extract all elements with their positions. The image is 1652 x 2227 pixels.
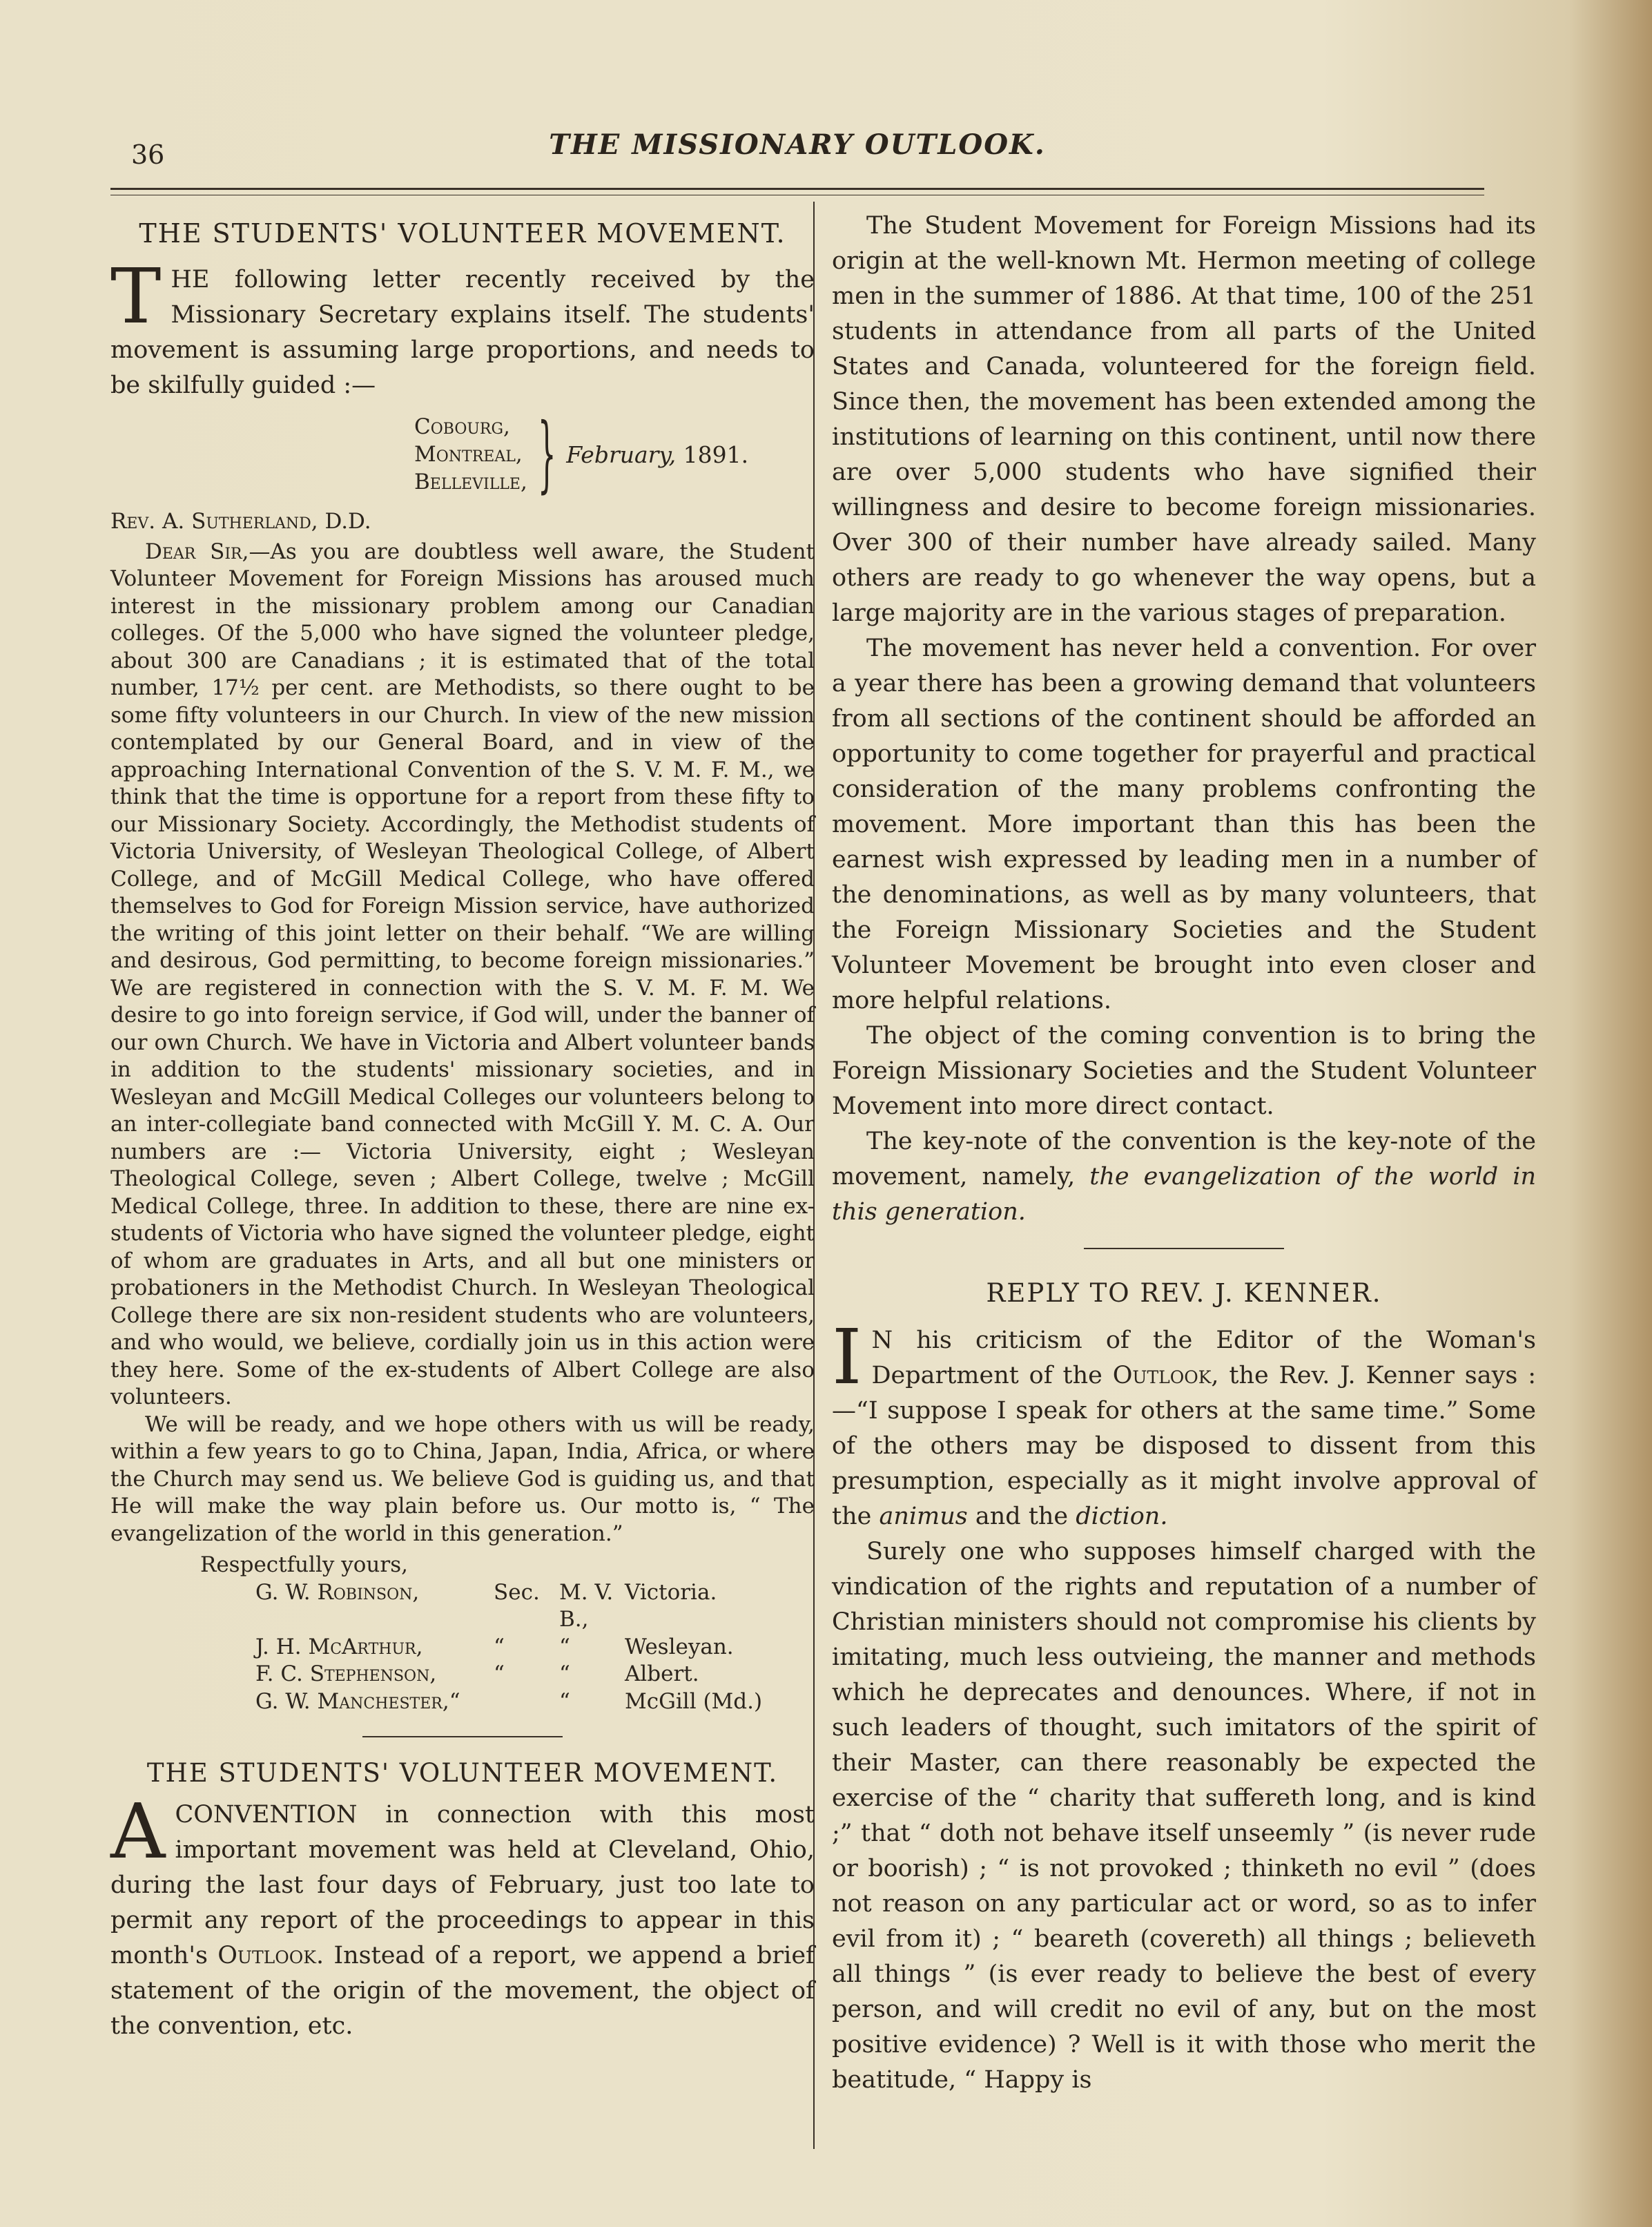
signatory-body: “ [559,1634,570,1659]
signatory-college: Albert. [625,1661,699,1686]
closing: Respectfully yours, [200,1552,408,1577]
emphasis-text: the evangelization of the world in this generation. [832,1163,1536,1226]
place-name: Belleville, [414,470,527,494]
article-paragraph [110,1787,815,2044]
signatory-title: “ [494,1661,505,1686]
emphasis-text: animus [879,1503,968,1530]
signatory-name: G. W. Robinson, [255,1579,420,1605]
signatory-college: McGill (Md.) [625,1688,763,1714]
signature-block [110,1552,815,1715]
letter-addressee: Rev. A. Sutherland, D.D. [110,509,371,534]
article-heading: THE STUDENTS' VOLUNTEER MOVEMENT. [139,218,786,249]
article-paragraph: The movement has never held a convention. For over a year there has been a growing demand that volunteers from all sections of the continent should be afforded an opportunity to come together for prayerful and practical consideration of the many problems confronting the movement. More important than this has been the earnest wish expressed by leading men in a number of the denominations, as well as by many volunteers, that the Foreign Missionary Societies and the Student Volunteer Movement be brought into even closer and more helpful relations. [832,635,1536,1014]
signatory-name: G. W. Manchester,“ [255,1688,460,1714]
brace-icon: } [537,406,556,502]
page-number: 36 [131,139,165,170]
salutation: Dear Sir, [145,539,249,564]
signatory-title: “ [494,1634,505,1659]
article-paragraph: Surely one who supposes himself charged with the vindication of the rights and reputation of a number of Christian ministers should not compromise his clients by imitating, much less outvieing, the manner and methods which he deprecates and denounces. Where, if not in such leaders of thought, such imitators of the spirit of their Master, can there reasonably be expected the exercise of the “ charity that suffereth long, and is kind ;” that “ doth not behave itself unseemly ” (is never rude or boorish) ; “ is not provoked ; thinketh no evil ” (does not reason on any particular act or word, so as to infer evil from it) ; “ beareth (covereth) all things ; believeth all things ” (is ever ready to believe the best of every person, and will credit no evil of any, but on the most positive evidence) ? Well is it with those who merit the beatitude, “ Happy is [832,1538,1536,2094]
paragraph-text: The key-note of the convention is the key-note of the movement, namely, [832,1128,1536,1190]
paragraph-text: Instead of a report, we append a brief statement of the origin of the movement, the object of the convention, etc. [110,1942,815,2040]
journal-title: THE MISSIONARY OUTLOOK. [549,128,1046,161]
signatory-name: F. C. Stephenson, [255,1661,437,1686]
article-heading: REPLY TO REV. J. KENNER. [986,1278,1382,1308]
article-intro [110,252,815,403]
signatory-row [110,1661,815,1688]
section-separator [1084,1248,1284,1249]
right-column [832,209,1536,2098]
intro-text: HE following letter recently received by the Missionary Secretary explains itself. The students' movement is assuming large proportions, and needs to be skilfully guided :— [110,266,815,399]
signatory-row [110,1688,815,1716]
article-paragraph [832,1313,1537,1534]
article-paragraph: The object of the coming convention is to bring the Foreign Missionary Societies and the Student Volunteer Movement into more direct contact. [832,1022,1536,1120]
drop-cap: I [832,1313,862,1401]
signatory-name: J. H. McArthur, [255,1634,423,1659]
paragraph-text: the Rev. J. Kenner says :—“I suppose I speak for others at the same time.” Some of the others may be disposed to dissent from this presumption, especially as it might involve approval of the [832,1362,1537,1530]
left-column [110,207,815,2044]
paragraph-text: and the [967,1503,1076,1530]
letter-date [566,441,748,468]
article-paragraph: The Student Movement for Foreign Missions had its origin at the well-known Mt. Hermon meeting of college men in the summer of 1886. At that time, 100 of the 251 students in attendance from all parts of the United States and Canada, volunteered for the foreign field. Since then, the movement has been extended among the institutions of learning on this continent, until now there are over 5,000 students who have signified their willingness and desire to become foreign missionaries. Over 300 of their number have already sailed. Many others are ready to go whenever the way opens, but a large majority are in the various stages of preparation. [832,212,1536,627]
letter-body [110,539,815,1411]
signatory-row [110,1634,815,1661]
letter-paragraph: We will be ready, and we hope others with us will be ready, within a few years to go to China, Japan, India, Africa, or where the Church may send us. We believe God is guiding us, and that He will make the way plain before us. Our motto is, “ The evangelization of the world in this generation.” [110,1411,815,1546]
article-heading: THE STUDENTS' VOLUNTEER MOVEMENT. [146,1758,779,1788]
signatory-row [110,1579,815,1634]
place-name: Montreal, [414,442,523,467]
letter-dateline [414,406,815,502]
date-month: February, [566,441,677,468]
journal-name: Outlook, [1112,1362,1219,1389]
signatory-title: Sec. [494,1579,540,1605]
section-separator [362,1736,563,1737]
signatory-college: Wesleyan. [625,1634,734,1659]
letter-places [414,413,527,496]
signatory-title [494,1688,559,1716]
signatory-body: “ [559,1661,570,1686]
letter-paragraph: —As you are doubtless well aware, the Student Volunteer Movement for Foreign Missions has aroused much interest in the missionary problem among our Canadian colleges. Of the 5,000 who have signed the volunteer pledge, about 300 are Canadians ; it is estimated that of the total number, 17½ per cent. are Methodists, so there ought to be some fifty volunteers in our Church. In view of the new mission contemplated by our General Board, and in view of the approaching International Convention of the S. V. M. F. M., we think that the time is opportune for a report from these fifty to our Missionary Society. Accordingly, the Methodist students of Victoria University, of Wesleyan Theological College, of Albert College, and of McGill Medical College, who have offered themselves to God for Foreign Mission service, have authorized the writing of this joint letter on their behalf. “We are willing and desirous, God permitting, to become foreign missionaries.” We are registered in connection with the S. V. M. F. M. We desire to go into foreign service, if God will, under the banner of our own Church. We have in Victoria and Albert volunteer bands in addition to the students' missionary societies, and in Wesleyan and McGill Medical Colleges our volunteers belong to an inter-collegiate band connected with McGill Y. M. C. A. Our numbers are :— Victoria University, eight ; Wesleyan Theological College, seven ; Albert College, twelve ; McGill Medical College, three. In addition to these, there are nine ex-students of Victoria who have signed the volunteer pledge, eight of whom are graduates in Arts, and all but one ministers or probationers in the Methodist Church. In Wesleyan Theological College there are six non-resident students who are volunteers, and who would, we believe, cordially join us in this action were they here. Some of the ex-students of Albert College are also volunteers. [110,539,815,1409]
paragraph-text: CONVENTION in connection with this most important movement was held at Cleveland, Ohio, during the last four days of February, just too late to permit any report of the proceedings to appear in this month's [110,1801,815,1969]
paragraph-text: N his criticism of the Editor of the Woman's Department of the [871,1327,1536,1389]
journal-name: Outlook. [217,1942,324,1969]
signatory-college: Victoria. [625,1579,717,1605]
signatory-body: “ [559,1688,570,1714]
drop-cap: T [110,252,162,340]
date-year: 1891. [676,441,749,468]
place-name: Cobourg, [414,414,510,439]
article-paragraph [832,1124,1536,1230]
drop-cap: A [110,1787,166,1876]
emphasis-text: diction. [1076,1503,1168,1530]
signatory-body: M. V. B., [559,1579,614,1632]
header-rule [110,188,1484,190]
running-header [110,126,1484,170]
